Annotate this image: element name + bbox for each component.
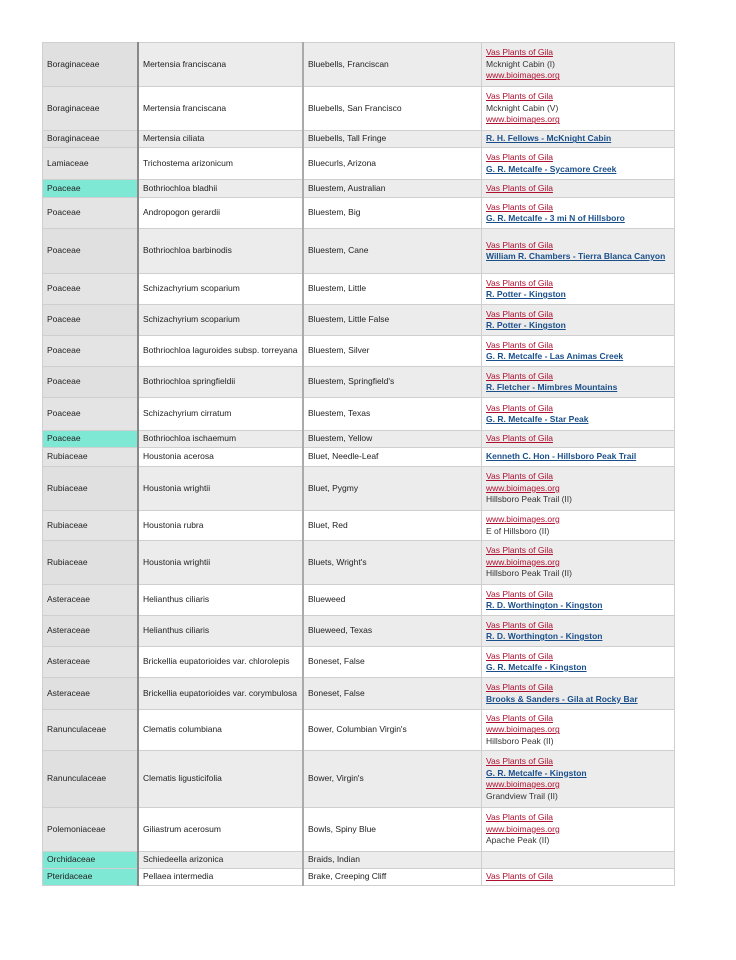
table-row: [43, 274, 675, 305]
family-cell: Poaceae: [43, 336, 139, 367]
family-cell: Poaceae: [43, 274, 139, 305]
table-row: [43, 305, 675, 336]
reference-link[interactable]: R. H. Fellows - McKnight Cabin: [486, 133, 612, 144]
table-row: [43, 710, 675, 751]
location-text: Apache Peak (II): [486, 835, 550, 846]
reference-link[interactable]: Vas Plants of Gila: [486, 402, 553, 413]
links-cell: [482, 305, 675, 336]
scientific-name-cell: Mertensia franciscana: [138, 87, 303, 131]
scientific-name-cell: Houstonia acerosa: [138, 448, 303, 467]
scientific-name-cell: Pellaea intermedia: [138, 869, 303, 886]
common-name-cell: Bluecurls, Arizona: [303, 148, 482, 180]
common-name-cell: Bluestem, Little False: [303, 305, 482, 336]
reference-link[interactable]: Vas Plants of Gila: [486, 471, 553, 482]
location-text: Grandview Trail (II): [486, 790, 558, 801]
scientific-name-cell: Houstonia rubra: [138, 511, 303, 541]
family-cell: Lamiaceae: [43, 148, 139, 180]
reference-link[interactable]: William R. Chambers - Tierra Blanca Canyon: [486, 251, 666, 261]
links-cell: [482, 229, 675, 274]
scientific-name-cell: Helianthus ciliaris: [138, 616, 303, 647]
table-row: [43, 229, 675, 274]
reference-link[interactable]: www.bioimages.org: [486, 514, 560, 524]
common-name-cell: Bluebells, Tall Fringe: [303, 131, 482, 148]
family-cell: Poaceae: [43, 431, 139, 448]
family-cell: Orchidaceae: [43, 852, 139, 869]
links-cell: [482, 852, 675, 869]
links-cell: [482, 336, 675, 367]
reference-link[interactable]: www.bioimages.org: [486, 724, 560, 735]
table-row: [43, 367, 675, 398]
links-cell: [482, 511, 675, 541]
scientific-name-cell: Mertensia franciscana: [138, 43, 303, 87]
table-row: [43, 467, 675, 511]
common-name-cell: Bluets, Wright's: [303, 541, 482, 585]
reference-link[interactable]: R. D. Worthington - Kingston: [486, 600, 603, 610]
links-cell: [482, 808, 675, 852]
common-name-cell: Braids, Indian: [303, 852, 482, 869]
links-cell: [482, 647, 675, 678]
links-cell: [482, 710, 675, 751]
table-row: [43, 808, 675, 852]
family-cell: Asteraceae: [43, 678, 139, 710]
location-text: Hillsboro Peak (II): [486, 735, 554, 746]
links-cell: [482, 869, 675, 886]
family-cell: Ranunculaceae: [43, 751, 139, 808]
family-cell: Poaceae: [43, 229, 139, 274]
common-name-cell: Bluestem, Silver: [303, 336, 482, 367]
links-cell: [482, 585, 675, 616]
reference-link[interactable]: www.bioimages.org: [486, 823, 560, 834]
common-name-cell: Bowls, Spiny Blue: [303, 808, 482, 852]
scientific-name-cell: Giliastrum acerosum: [138, 808, 303, 852]
reference-link[interactable]: Vas Plants of Gila: [486, 91, 553, 102]
scientific-name-cell: Houstonia wrightii: [138, 467, 303, 511]
table-row: [43, 131, 675, 148]
scientific-name-cell: Andropogon gerardii: [138, 198, 303, 229]
common-name-cell: Bower, Columbian Virgin's: [303, 710, 482, 751]
scientific-name-cell: Schizachyrium cirratum: [138, 398, 303, 431]
table-row: [43, 647, 675, 678]
reference-link[interactable]: R. Fletcher - Mimbres Mountains: [486, 382, 618, 392]
family-cell: Poaceae: [43, 180, 139, 198]
location-text: Mcknight Cabin (I): [486, 58, 555, 69]
plant-list-table: [42, 42, 675, 886]
table-row: [43, 541, 675, 585]
reference-link[interactable]: Vas Plants of Gila: [486, 339, 553, 350]
reference-link[interactable]: Vas Plants of Gila: [486, 370, 553, 381]
reference-link[interactable]: Vas Plants of Gila: [486, 201, 553, 212]
scientific-name-cell: Brickellia eupatorioides var. corymbulosa: [138, 678, 303, 710]
reference-link[interactable]: Vas Plants of Gila: [486, 756, 553, 766]
links-cell: [482, 87, 675, 131]
common-name-cell: Bluestem, Little: [303, 274, 482, 305]
reference-link[interactable]: Vas Plants of Gila: [486, 588, 553, 599]
common-name-cell: Boneset, False: [303, 678, 482, 710]
common-name-cell: Blueweed: [303, 585, 482, 616]
links-cell: [482, 616, 675, 647]
table-row: [43, 336, 675, 367]
scientific-name-cell: Mertensia ciliata: [138, 131, 303, 148]
links-cell: [482, 541, 675, 585]
reference-link[interactable]: Vas Plants of Gila: [486, 812, 553, 823]
reference-link[interactable]: Brooks & Sanders - Gila at Rocky Bar: [486, 693, 638, 704]
reference-link[interactable]: Vas Plants of Gila: [486, 871, 553, 882]
scientific-name-cell: Houstonia wrightii: [138, 541, 303, 585]
reference-link[interactable]: Kenneth C. Hon - Hillsboro Peak Trail: [486, 451, 637, 462]
scientific-name-cell: Bothriochloa springfieldii: [138, 367, 303, 398]
reference-link[interactable]: Vas Plants of Gila: [486, 239, 553, 250]
reference-link[interactable]: Vas Plants of Gila: [486, 308, 553, 319]
links-cell: [482, 274, 675, 305]
reference-link[interactable]: www.bioimages.org: [486, 556, 560, 567]
common-name-cell: Bluestem, Springfield's: [303, 367, 482, 398]
family-cell: Asteraceae: [43, 647, 139, 678]
links-cell: [482, 431, 675, 448]
table-row: [43, 398, 675, 431]
reference-link[interactable]: G. R. Metcalfe - Kingston: [486, 767, 587, 778]
links-cell: [482, 43, 675, 87]
links-cell: [482, 131, 675, 148]
table-row: [43, 585, 675, 616]
common-name-cell: Bluet, Pygmy: [303, 467, 482, 511]
common-name-cell: Boneset, False: [303, 647, 482, 678]
reference-link[interactable]: www.bioimages.org: [486, 482, 560, 493]
table-row: [43, 511, 675, 541]
reference-link[interactable]: Vas Plants of Gila: [486, 152, 553, 162]
reference-link[interactable]: Vas Plants of Gila: [486, 277, 553, 288]
table-row: [43, 751, 675, 808]
table-row: [43, 678, 675, 710]
scientific-name-cell: Clematis columbiana: [138, 710, 303, 751]
common-name-cell: Bluestem, Texas: [303, 398, 482, 431]
family-cell: Poaceae: [43, 305, 139, 336]
reference-link[interactable]: Vas Plants of Gila: [486, 433, 553, 444]
family-cell: Boraginaceae: [43, 43, 139, 87]
family-cell: Poaceae: [43, 367, 139, 398]
table-row: [43, 431, 675, 448]
common-name-cell: Bluebells, Franciscan: [303, 43, 482, 87]
reference-link[interactable]: www.bioimages.org: [486, 70, 560, 81]
family-cell: Ranunculaceae: [43, 710, 139, 751]
table-row: [43, 87, 675, 131]
links-cell: [482, 398, 675, 431]
family-cell: Polemoniaceae: [43, 808, 139, 852]
scientific-name-cell: Bothriochloa barbinodis: [138, 229, 303, 274]
family-cell: Rubiaceae: [43, 467, 139, 511]
table-row: [43, 852, 675, 869]
reference-link[interactable]: G. R. Metcalfe - Sycamore Creek: [486, 163, 617, 174]
table-row: [43, 180, 675, 198]
scientific-name-cell: Trichostema arizonicum: [138, 148, 303, 180]
reference-link[interactable]: Vas Plants of Gila: [486, 650, 553, 661]
family-cell: Pteridaceae: [43, 869, 139, 886]
reference-link[interactable]: G. R. Metcalfe - Kingston: [486, 662, 587, 672]
family-cell: Asteraceae: [43, 616, 139, 647]
common-name-cell: Bluebells, San Francisco: [303, 87, 482, 131]
table-row: [43, 148, 675, 180]
family-cell: Rubiaceae: [43, 541, 139, 585]
scientific-name-cell: Brickellia eupatorioides var. chlorolepis: [138, 647, 303, 678]
family-cell: Asteraceae: [43, 585, 139, 616]
reference-link[interactable]: R. Potter - Kingston: [486, 320, 566, 330]
scientific-name-cell: Helianthus ciliaris: [138, 585, 303, 616]
reference-link[interactable]: Vas Plants of Gila: [486, 619, 553, 630]
links-cell: [482, 448, 675, 467]
reference-link[interactable]: R. Potter - Kingston: [486, 289, 566, 299]
reference-link[interactable]: Vas Plants of Gila: [486, 182, 553, 193]
reference-link[interactable]: G. R. Metcalfe - Star Peak: [486, 414, 589, 424]
common-name-cell: Bluet, Needle-Leaf: [303, 448, 482, 467]
scientific-name-cell: Schiedeella arizonica: [138, 852, 303, 869]
common-name-cell: Bluestem, Yellow: [303, 431, 482, 448]
reference-link[interactable]: R. D. Worthington - Kingston: [486, 631, 603, 641]
family-cell: Poaceae: [43, 398, 139, 431]
location-text: E of Hillsboro (II): [486, 525, 550, 536]
table-row: [43, 616, 675, 647]
scientific-name-cell: Schizachyrium scoparium: [138, 274, 303, 305]
location-text: Mcknight Cabin (V): [486, 102, 559, 113]
common-name-cell: Bluet, Red: [303, 511, 482, 541]
location-text: Hillsboro Peak Trail (II): [486, 568, 572, 579]
reference-link[interactable]: G. R. Metcalfe - Las Animas Creek: [486, 351, 624, 361]
links-cell: [482, 198, 675, 229]
table-row: [43, 869, 675, 886]
links-cell: [482, 678, 675, 710]
links-cell: [482, 148, 675, 180]
family-cell: Poaceae: [43, 198, 139, 229]
family-cell: Boraginaceae: [43, 131, 139, 148]
family-cell: Rubiaceae: [43, 511, 139, 541]
location-text: Hillsboro Peak Trail (II): [486, 494, 572, 505]
reference-link[interactable]: Vas Plants of Gila: [486, 47, 553, 58]
table-row: [43, 448, 675, 467]
reference-link[interactable]: G. R. Metcalfe - 3 mi N of Hillsboro: [486, 213, 625, 223]
links-cell: [482, 367, 675, 398]
reference-link[interactable]: Vas Plants of Gila: [486, 545, 553, 556]
common-name-cell: Bluestem, Big: [303, 198, 482, 229]
links-cell: [482, 467, 675, 511]
scientific-name-cell: Clematis ligusticifolia: [138, 751, 303, 808]
reference-link[interactable]: Vas Plants of Gila: [486, 682, 553, 692]
common-name-cell: Bower, Virgin's: [303, 751, 482, 808]
scientific-name-cell: Bothriochloa bladhii: [138, 180, 303, 198]
links-cell: [482, 751, 675, 808]
scientific-name-cell: Bothriochloa ischaemum: [138, 431, 303, 448]
common-name-cell: Bluestem, Cane: [303, 229, 482, 274]
scientific-name-cell: Schizachyrium scoparium: [138, 305, 303, 336]
table-row: [43, 198, 675, 229]
common-name-cell: Brake, Creeping Cliff: [303, 869, 482, 886]
reference-link[interactable]: Vas Plants of Gila: [486, 712, 553, 723]
reference-link[interactable]: www.bioimages.org: [486, 779, 560, 789]
scientific-name-cell: Bothriochloa laguroides subsp. torreyana: [138, 336, 303, 367]
common-name-cell: Blueweed, Texas: [303, 616, 482, 647]
reference-link[interactable]: www.bioimages.org: [486, 114, 560, 125]
table-row: [43, 43, 675, 87]
family-cell: Rubiaceae: [43, 448, 139, 467]
links-cell: [482, 180, 675, 198]
family-cell: Boraginaceae: [43, 87, 139, 131]
common-name-cell: Bluestem, Australian: [303, 180, 482, 198]
